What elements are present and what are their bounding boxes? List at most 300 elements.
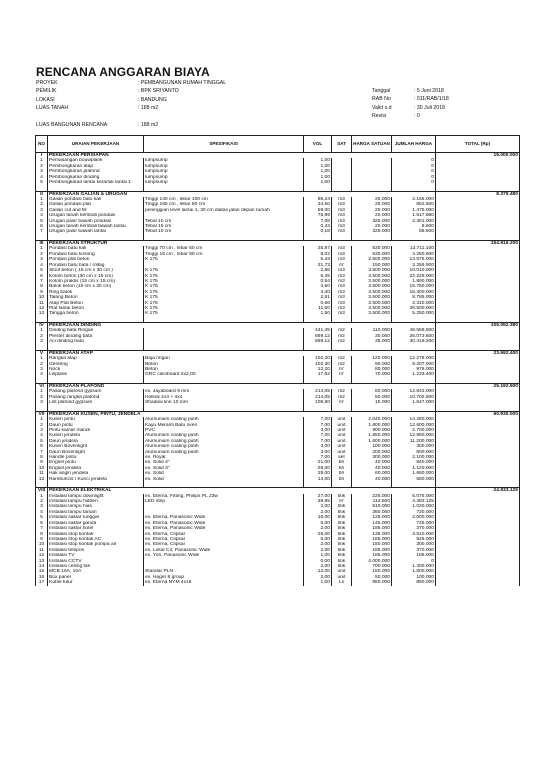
project-info-row	[36, 79, 226, 87]
item-no: 3	[36, 208, 48, 213]
item-unit: titik	[332, 510, 352, 515]
item-no: 1	[36, 246, 48, 251]
item-unit-price: 60.000	[352, 471, 392, 476]
item-description: Instalasi saklar ganda	[48, 521, 144, 526]
item-specification: Standar PLN	[144, 569, 304, 574]
item-no: 4	[36, 263, 48, 268]
item-volume: 102,30	[304, 356, 332, 361]
item-unit-price: 185.000	[352, 553, 392, 558]
item-no: 14	[36, 564, 48, 569]
item-volume: 869,12	[304, 339, 332, 344]
item-unit-price: 40.000	[352, 460, 392, 465]
item-description: Daun Bovenlight	[48, 450, 144, 455]
section-title: PEKERJAAN STRUKTUR	[48, 241, 436, 247]
item-unit: m'	[332, 372, 352, 377]
item-specification: K 175	[144, 268, 304, 273]
item-amount: 11.200.000	[392, 439, 436, 444]
document-info-value: : 011/RAB/1/18	[414, 96, 449, 103]
item-no: 13	[36, 311, 48, 316]
item-no: 1	[36, 158, 48, 163]
item-specification: ex. Eterna, Clipsal	[144, 542, 304, 547]
item-specification: lumpsump	[144, 169, 304, 174]
project-info-key: LUAS BANGUNAN RENCANA	[36, 122, 108, 129]
item-unit-price: 20.000	[352, 224, 392, 229]
item-specification: ex. Jayaboard 9 mm	[144, 389, 304, 394]
item-unit: m3	[332, 274, 352, 279]
item-amount: 10.010.000	[392, 268, 436, 273]
item-description: Engsel pintu	[48, 460, 144, 465]
item-no: 4	[36, 510, 48, 515]
item-no: 1	[36, 197, 48, 202]
project-info-row	[36, 87, 226, 95]
item-unit: m3	[332, 295, 352, 300]
item-unit-price: 25.000	[352, 197, 392, 202]
item-unit-price: 15.000	[352, 400, 392, 405]
item-no: 9	[36, 537, 48, 542]
item-no: 6	[36, 224, 48, 229]
item-unit: m3	[332, 246, 352, 251]
item-unit: m2	[332, 334, 352, 339]
item-volume: 2,86	[304, 268, 332, 273]
item-unit: m'	[332, 499, 352, 504]
item-unit-price: 510.000	[352, 504, 392, 509]
item-unit-price: 185.000	[352, 548, 392, 553]
item-specification: Tinggi 70 cm , lebar 60 cm	[144, 246, 304, 251]
item-unit-price: 150.000	[352, 263, 392, 268]
item-amount: 2.100.000	[392, 455, 436, 460]
document-info-row	[372, 112, 449, 120]
item-unit-price: 3.500.000	[352, 301, 392, 306]
item-specification: Alumunium coating putih	[144, 433, 304, 438]
item-volume: 4,50	[304, 284, 332, 289]
item-description: Galian pondasi batu kali	[48, 197, 144, 202]
item-specification: K 175	[144, 279, 304, 284]
item-description: Pondasi batu kali	[48, 246, 144, 251]
item-amount: 13.711.100	[392, 246, 436, 251]
item-unit-price: 3.500.000	[352, 306, 392, 311]
document-info-value: : 0	[414, 113, 420, 120]
document-info-key: Tanggal	[372, 88, 391, 94]
item-unit: unit	[332, 428, 352, 433]
item-unit: set	[332, 455, 352, 460]
project-info-key	[36, 113, 138, 121]
item-unit-price: 3.500.000	[352, 279, 392, 284]
item-volume: 1,00	[304, 158, 332, 163]
item-no: 3	[36, 339, 48, 344]
item-unit: titik	[332, 548, 352, 553]
item-specification: PVC	[144, 428, 304, 433]
item-description: Engsel jendela	[48, 466, 144, 471]
item-description: Pintu kamar mandi	[48, 428, 144, 433]
item-unit: bh	[332, 471, 352, 476]
item-description: Instalasi lampu hias	[48, 504, 144, 509]
item-specification: Alumunium coating putih	[144, 417, 304, 422]
item-no: 1	[36, 356, 48, 361]
item-volume: 21,00	[304, 460, 332, 465]
item-specification: Baja ringan	[144, 356, 304, 361]
document-info-key: Revisi	[372, 113, 387, 120]
item-volume: 1,00	[304, 580, 332, 585]
item-volume: 109,80	[304, 400, 332, 405]
item-unit: m3	[332, 268, 352, 273]
item-amount: 0	[392, 559, 436, 564]
item-volume: 7,00	[304, 417, 332, 422]
item-no: 13	[36, 559, 48, 564]
item-no: 2	[36, 202, 48, 207]
item-unit: Ls	[332, 580, 352, 585]
item-no: 6	[36, 521, 48, 526]
item-description: List plafond gypsum	[48, 400, 144, 405]
item-description: Pasang rangka plafond	[48, 395, 144, 400]
item-amount: 850.000	[392, 580, 436, 585]
section-title: PEKERJAAN PERSIAPAN	[48, 153, 436, 159]
item-unit: titik	[332, 526, 352, 531]
table-header	[36, 136, 520, 153]
item-unit-price: 4.000.000	[352, 559, 392, 564]
item-unit: unit	[332, 417, 352, 422]
item-volume: 86,24	[304, 197, 332, 202]
item-specification: Hollow 2x4 + 4x4	[144, 395, 304, 400]
item-unit-price: 125.000	[352, 515, 392, 520]
item-specification: ex. Solid	[144, 477, 304, 482]
item-no: 17	[36, 580, 48, 585]
item-specification: K 175	[144, 306, 304, 311]
item-no: 8	[36, 532, 48, 537]
item-volume: 1,50	[304, 311, 332, 316]
item-amount: 6.075.000	[392, 494, 436, 499]
item-volume: 441,45	[304, 328, 332, 333]
item-description: Instalasi lampu taman	[48, 510, 144, 515]
item-no: 7	[36, 450, 48, 455]
item-description: Kolom beton (30 cm x 15 cm)	[48, 274, 144, 279]
item-no: 1	[36, 328, 48, 333]
item-unit-price: 185.000	[352, 537, 392, 542]
section-title: PEKERJAAN DINDING	[48, 322, 436, 328]
item-description: Sloof beton ( 15 cm x 30 cm )	[48, 268, 144, 273]
item-no: 3	[36, 367, 48, 372]
item-description: Tangga beton	[48, 311, 144, 316]
item-unit-price: 40.000	[352, 477, 392, 482]
item-no: 7	[36, 279, 48, 284]
item-amount: 30.419.200	[392, 339, 436, 344]
item-volume: 3,00	[304, 428, 332, 433]
item-no: 11	[36, 548, 48, 553]
item-no: 7	[36, 229, 48, 234]
item-description: Pondasi batu kosong	[48, 252, 144, 257]
item-amount: 12.950.000	[392, 433, 436, 438]
item-description: Atap Plat Beton	[48, 301, 144, 306]
item-description: Galian cut and fill	[48, 208, 144, 213]
item-volume: 7,08	[304, 219, 332, 224]
document-info-row	[372, 104, 449, 112]
item-unit-price: 150.000	[352, 542, 392, 547]
project-info-row	[36, 121, 226, 129]
item-amount: 1.647.000	[392, 400, 436, 405]
item-volume: 5,00	[304, 537, 332, 542]
item-volume: 17,62	[304, 372, 332, 377]
item-description: Box panel	[48, 575, 144, 580]
item-description: Kusen pintu	[48, 417, 144, 422]
item-specification: ex. Solid	[144, 471, 304, 476]
item-unit: m3	[332, 208, 352, 213]
item-unit-price: 700.000	[352, 564, 392, 569]
item-no: 3	[36, 504, 48, 509]
item-unit: m3	[332, 202, 352, 207]
item-specification: LED strip	[144, 499, 304, 504]
item-specification: peninggian level lantai 1, 30 cm diatas jalan depan rumah	[144, 208, 304, 213]
item-description: Pembongkaran atap	[48, 164, 144, 169]
section-number: VI	[36, 383, 48, 389]
item-volume: 14,00	[304, 477, 332, 482]
item-volume: 39,85	[304, 499, 332, 504]
item-no: 5	[36, 515, 48, 520]
item-unit-price: 110.000	[352, 328, 392, 333]
item-volume: 5,00	[304, 521, 332, 526]
item-unit: bh	[332, 460, 352, 465]
item-volume: 12,20	[304, 367, 332, 372]
item-no: 9	[36, 460, 48, 465]
column-header: JUMLAH HARGA	[392, 136, 436, 153]
item-unit-price: 20.000	[352, 213, 392, 218]
item-unit: m3	[332, 311, 352, 316]
item-unit: unit	[332, 423, 352, 428]
item-volume: 7,00	[304, 439, 332, 444]
project-info-row	[36, 96, 226, 104]
item-volume: 34,50	[304, 202, 332, 207]
item-no: 3	[36, 257, 48, 262]
item-unit: m3	[332, 301, 352, 306]
item-amount: 58.500	[392, 229, 436, 234]
item-unit: m'	[332, 263, 352, 268]
item-amount: 12.843.000	[392, 389, 436, 394]
item-description: Kabel tutur	[48, 580, 144, 585]
document-info-value: : 5 Juni 2018	[414, 88, 444, 94]
section-total: 23.692.400	[436, 350, 520, 356]
project-info-row	[36, 104, 226, 112]
item-specification: K 175	[144, 301, 304, 306]
item-no: 4	[36, 433, 48, 438]
section-number: III	[36, 241, 48, 247]
column-header: URAIAN PEKERJAAN	[48, 136, 144, 153]
item-amount: 4.250.600	[392, 252, 436, 257]
item-unit-price: 300.000	[352, 455, 392, 460]
item-unit: titik	[332, 553, 352, 558]
document-info-key: RAB No	[372, 96, 391, 103]
item-description: Instalasi saklar hotel	[48, 526, 144, 531]
item-unit-price: 35.000	[352, 339, 392, 344]
item-unit-price: 3.500.000	[352, 268, 392, 273]
item-amount: 1.120.000	[392, 466, 436, 471]
column-header: HARGA SATUAN	[352, 136, 392, 153]
item-unit: m3	[332, 306, 352, 311]
item-no: 2	[36, 395, 48, 400]
table-body	[36, 153, 520, 586]
item-no: 12	[36, 477, 48, 482]
item-specification: Beton	[144, 367, 304, 372]
item-amount: 185.000	[392, 553, 436, 558]
item-amount: 300.000	[392, 444, 436, 449]
section-title: PEKERJAAN ATAP	[48, 350, 436, 356]
item-amount: 48.559.500	[392, 328, 436, 333]
item-no: 2	[36, 362, 48, 367]
item-description: Instalasi CCTV	[48, 559, 144, 564]
item-amount: 925.000	[392, 537, 436, 542]
item-specification: K 175	[144, 284, 304, 289]
item-description: Pembongkaran dinding	[48, 175, 144, 180]
item-volume: 869,12	[304, 334, 332, 339]
item-amount: 0	[392, 158, 436, 163]
item-no: 8	[36, 284, 48, 289]
item-amount: 13.575.000	[392, 257, 436, 262]
item-volume: 214,05	[304, 395, 332, 400]
item-volume: 2,00	[304, 504, 332, 509]
item-unit-price: 3.500.000	[352, 274, 392, 279]
item-specification: Tinggi 165 cm , lebar 80 cm	[144, 202, 304, 207]
project-info-value: : 188 m2	[138, 105, 159, 112]
item-volume: 2,51	[304, 295, 332, 300]
section-title: PEKERJAAN PLAFOND	[48, 383, 436, 389]
item-amount: 0	[392, 169, 436, 174]
item-amount: 8.785.000	[392, 295, 436, 300]
item-volume: 1,00	[304, 180, 332, 185]
column-header: NO	[36, 136, 48, 153]
item-amount: 10.702.500	[392, 395, 436, 400]
item-description: Pemasangan bouwplank	[48, 158, 144, 163]
item-volume: 214,05	[304, 389, 332, 394]
item-unit-price: 150.000	[352, 569, 392, 574]
column-header: SAT	[332, 136, 352, 153]
project-info-value: : 188 m2	[138, 122, 159, 129]
item-amount: 725.000	[392, 521, 436, 526]
item-specification: Tinggi 15 cm , lebar 80 cm	[144, 252, 304, 257]
item-description: Urugan pasir bawah pondasi	[48, 219, 144, 224]
item-volume: 2,00	[304, 575, 332, 580]
item-amount: 1.020.000	[392, 504, 436, 509]
item-unit: titik	[332, 515, 352, 520]
item-amount: 1.517.880	[392, 213, 436, 218]
item-volume: 2,00	[304, 564, 332, 569]
item-specification: Alumunium coating putih	[144, 439, 304, 444]
item-specification: K 175	[144, 311, 304, 316]
section-number: V	[36, 350, 48, 356]
item-unit-price: 25.000	[352, 208, 392, 213]
item-specification: K 175	[144, 295, 304, 300]
item-no: 3	[36, 428, 48, 433]
item-no: 4	[36, 372, 48, 377]
item-description: Instalasi stop kontak pompa air	[48, 542, 144, 547]
item-unit-price: 185.000	[352, 526, 392, 531]
item-no: 8	[36, 455, 48, 460]
item-specification: Tebal 10 cm	[144, 219, 304, 224]
item-volume: 5,43	[304, 257, 332, 262]
item-no: 2	[36, 252, 48, 257]
item-description: Rangka atap	[48, 356, 144, 361]
item-amount: 2.310.000	[392, 301, 436, 306]
item-no: 11	[36, 301, 48, 306]
item-no: 5	[36, 439, 48, 444]
section-number: II	[36, 191, 48, 197]
item-volume: 28,00	[304, 466, 332, 471]
item-no: 10	[36, 542, 48, 547]
project-info-key: PEMILIK	[36, 88, 57, 95]
item-unit: m'	[332, 400, 352, 405]
item-no: 4	[36, 175, 48, 180]
item-amount: 1.680.000	[392, 471, 436, 476]
project-info-value: : PEMBANGUNAN RUMAH TINGGAL	[138, 80, 227, 86]
item-amount: 14.280.000	[392, 417, 436, 422]
item-specification: ex. Eterna, Fitting, Philips PL 23w	[144, 494, 304, 499]
item-specification: ex. Solid 4"	[144, 460, 304, 465]
item-specification: ex. Eterna, Clipsal	[144, 537, 304, 542]
item-description: Genteng	[48, 362, 144, 367]
item-specification: ex. Royal	[144, 455, 304, 460]
item-unit: m3	[332, 213, 352, 218]
item-unit-price: 1.850.000	[352, 433, 392, 438]
project-info-key: LOKASI	[36, 96, 55, 103]
item-specification: ex. Solid 3"	[144, 466, 304, 471]
item-volume: 75,89	[304, 213, 332, 218]
item-unit: titik	[332, 521, 352, 526]
item-description: Instalasi stop kontak	[48, 532, 144, 537]
item-specification: lumpsump	[144, 180, 304, 185]
item-no: 1	[36, 417, 48, 422]
item-specification: Kayu Meranti Batu oven	[144, 423, 304, 428]
item-description: Pasang plafond gypsum	[48, 389, 144, 394]
item-volume: 1,00	[304, 164, 332, 169]
item-specification: Tebal 15 cm	[144, 224, 304, 229]
item-volume: 1,00	[304, 175, 332, 180]
item-volume: 1,00	[304, 553, 332, 558]
item-unit: m2	[332, 395, 352, 400]
item-description: Pondasi plat beton	[48, 257, 144, 262]
section-title: PEKERJAAN KUSEN, PINTU, JENDELA	[48, 411, 436, 417]
section-total: 105.052.380	[436, 322, 520, 328]
item-description: Rambuncis / Kunci jendela	[48, 477, 144, 482]
item-description: Plester dinding bata	[48, 334, 144, 339]
item-unit-price: 145.000	[352, 521, 392, 526]
item-description: Lisplank	[48, 372, 144, 377]
section-number: IV	[36, 322, 48, 328]
item-volume: 28,00	[304, 471, 332, 476]
item-amount: 560.000	[392, 477, 436, 482]
item-description: Instalasi lampu hidden	[48, 499, 144, 504]
item-no: 1	[36, 494, 48, 499]
item-unit-price: 100.000	[352, 444, 392, 449]
item-unit-price: 3.500.000	[352, 311, 392, 316]
item-amount: 1.800.000	[392, 569, 436, 574]
item-unit: m3	[332, 219, 352, 224]
table-row	[36, 580, 520, 585]
item-unit-price: 1.600.000	[352, 439, 392, 444]
item-volume: 27,00	[304, 494, 332, 499]
item-unit-price: 200.000	[352, 450, 392, 455]
column-header: SPESIFIKASI	[144, 136, 304, 153]
item-description: Balok beton (15 cm x 30 cm)	[48, 284, 144, 289]
item-unit: m3	[332, 197, 352, 202]
item-unit-price: 30.000	[352, 334, 392, 339]
item-unit-price: 25.000	[352, 202, 392, 207]
item-amount: 5.250.000	[392, 311, 436, 316]
document-info	[372, 87, 449, 121]
item-volume: 0,66	[304, 301, 332, 306]
item-unit-price: 90.000	[352, 362, 392, 367]
section-total: 15.000.000	[436, 153, 520, 159]
item-total-blank	[436, 580, 520, 585]
column-header: TOTAL (Rp)	[436, 136, 520, 153]
item-description: Urugan tanah kembali pondasi	[48, 213, 144, 218]
item-unit: m2	[332, 356, 352, 361]
item-unit-price: 2.040.000	[352, 417, 392, 422]
